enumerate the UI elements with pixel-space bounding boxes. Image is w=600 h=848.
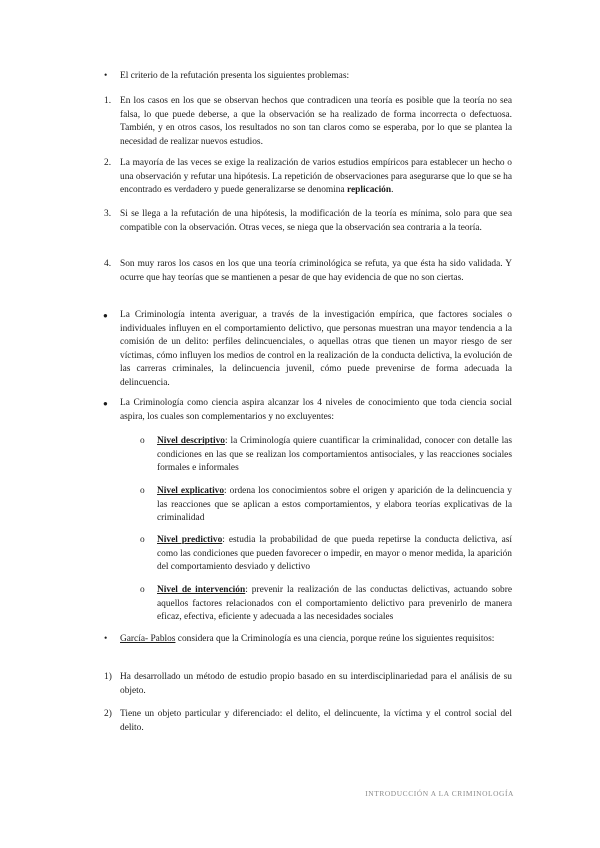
bullet-marker: ● xyxy=(103,311,108,320)
number-marker: 2) xyxy=(104,709,112,719)
paragraph-text: Tiene un objeto particular y diferenciado: el delito, el delincuente, la víctima y el control social del delito. xyxy=(120,709,512,733)
number-marker: 2. xyxy=(104,158,112,168)
level-title: Nivel descriptivo xyxy=(157,436,225,446)
paragraph-text: La Criminología como ciencia aspira alcanzar los 4 niveles de conocimiento que toda ciencia social aspira, los cuales son complementarios y no excluyentes: xyxy=(120,398,512,422)
number-marker: 4. xyxy=(104,259,112,269)
level-title: Nivel de intervención xyxy=(157,585,246,595)
number-marker: 1) xyxy=(104,672,112,682)
paragraph-text: Nivel predictivo: estudia la probabilidad de que pueda repetirse la conducta delictiva, así como las condiciones que pueden favorecer o impedir, en mayor o menor medida, la aparición del comportamiento desviado y delictivo xyxy=(157,535,512,573)
author-name: García- Pablos xyxy=(120,634,176,644)
paragraph-text: El criterio de la refutación presenta los siguientes problemas: xyxy=(120,71,350,81)
number-marker: 1. xyxy=(104,96,112,106)
sub-bullet-marker: o xyxy=(140,535,145,545)
paragraph-text: Nivel descriptivo: la Criminología quiere cuantificar la criminalidad, conocer con detalle las condiciones en las que se realizan los comportamientos antisociales, y las reacciones sociales formales e informales xyxy=(157,436,512,474)
number-marker: 3. xyxy=(104,209,112,219)
emphasis-term: replicación xyxy=(346,185,392,196)
sub-bullet-marker: o xyxy=(140,585,145,595)
bullet-marker: • xyxy=(104,634,108,644)
sub-bullet-marker: o xyxy=(140,486,145,496)
paragraph-text: Si se llega a la refutación de una hipótesis, la modificación de la teoría es mínima, solo para que sea compatible con la observación. Otras veces, se niega que la observación sea contraria a la teoría. xyxy=(120,209,512,233)
level-title: Nivel predictivo xyxy=(157,535,223,545)
paragraph-text: La Criminología intenta averiguar, a través de la investigación empírica, que factores sociales o individuales influyen en el comportamiento delictivo, que personas muestran una mayor tendencia a la comisión de un delito: perfiles delincuenciales, o aquellas otras que tienen un mayor riesgo de ser víctimas, cómo influyen los medios de control en la realización de la conducta delictiva, la evolución de las carreras criminales, la delincuencia juvenil, cómo puede prevenirse de forma adecuada la delincuencia. xyxy=(120,310,512,388)
level-title: Nivel explicativo xyxy=(157,486,225,496)
paragraph-text: Nivel de intervención: prevenir la realización de las conductas delictivas, actuando sobre aquellos factores relacionados con el comportamiento delictivo para prevenirlo de manera eficaz, efectiva, eficiente y adecuada a las necesidades sociales xyxy=(157,585,512,623)
paragraph-text: Nivel explicativo: ordena los conocimientos sobre el origen y aparición de la delincuencia y las reacciones que se aplican a estos comportamientos, y elabora teorías explicativas de la criminalidad xyxy=(157,486,512,524)
bullet-marker: • xyxy=(104,71,108,81)
paragraph-text: García- Pablos considera que la Criminología es una ciencia, porque reúne los siguientes requisitos: xyxy=(120,634,495,644)
page-footer: INTRODUCCIÓN A LA CRIMINOLOGÍA xyxy=(365,789,514,798)
paragraph-text: Ha desarrollado un método de estudio propio basado en su interdisciplinariedad para el análisis de su objeto. xyxy=(120,672,512,696)
sub-bullet-marker: o xyxy=(140,436,145,446)
paragraph-text: La mayoría de las veces se exige la realización de varios estudios empíricos para establecer un hecho o una observación y refutar una hipótesis. La repetición de observaciones para asegurarse que lo que se ha encontrado es verdadero y puede generalizarse se denomina replicación. xyxy=(120,158,512,196)
paragraph-text: Son muy raros los casos en los que una teoría criminológica se refuta, ya que ésta ha sido validada. Y ocurre que hay teorías que se mantienen a pesar de que hay evidencia de que no son ciertas. xyxy=(120,259,512,283)
bullet-marker: ● xyxy=(103,399,108,408)
paragraph-text: En los casos en los que se observan hechos que contradicen una teoría es posible que la teoría no sea falsa, lo que puede deberse, a que la observación se ha realizado de forma incorrecta o defectuosa. También, y en otros casos, los resultados no son tan claros como se esperaba, por lo que se plantea la necesidad de realizar nuevos estudios. xyxy=(120,96,512,147)
